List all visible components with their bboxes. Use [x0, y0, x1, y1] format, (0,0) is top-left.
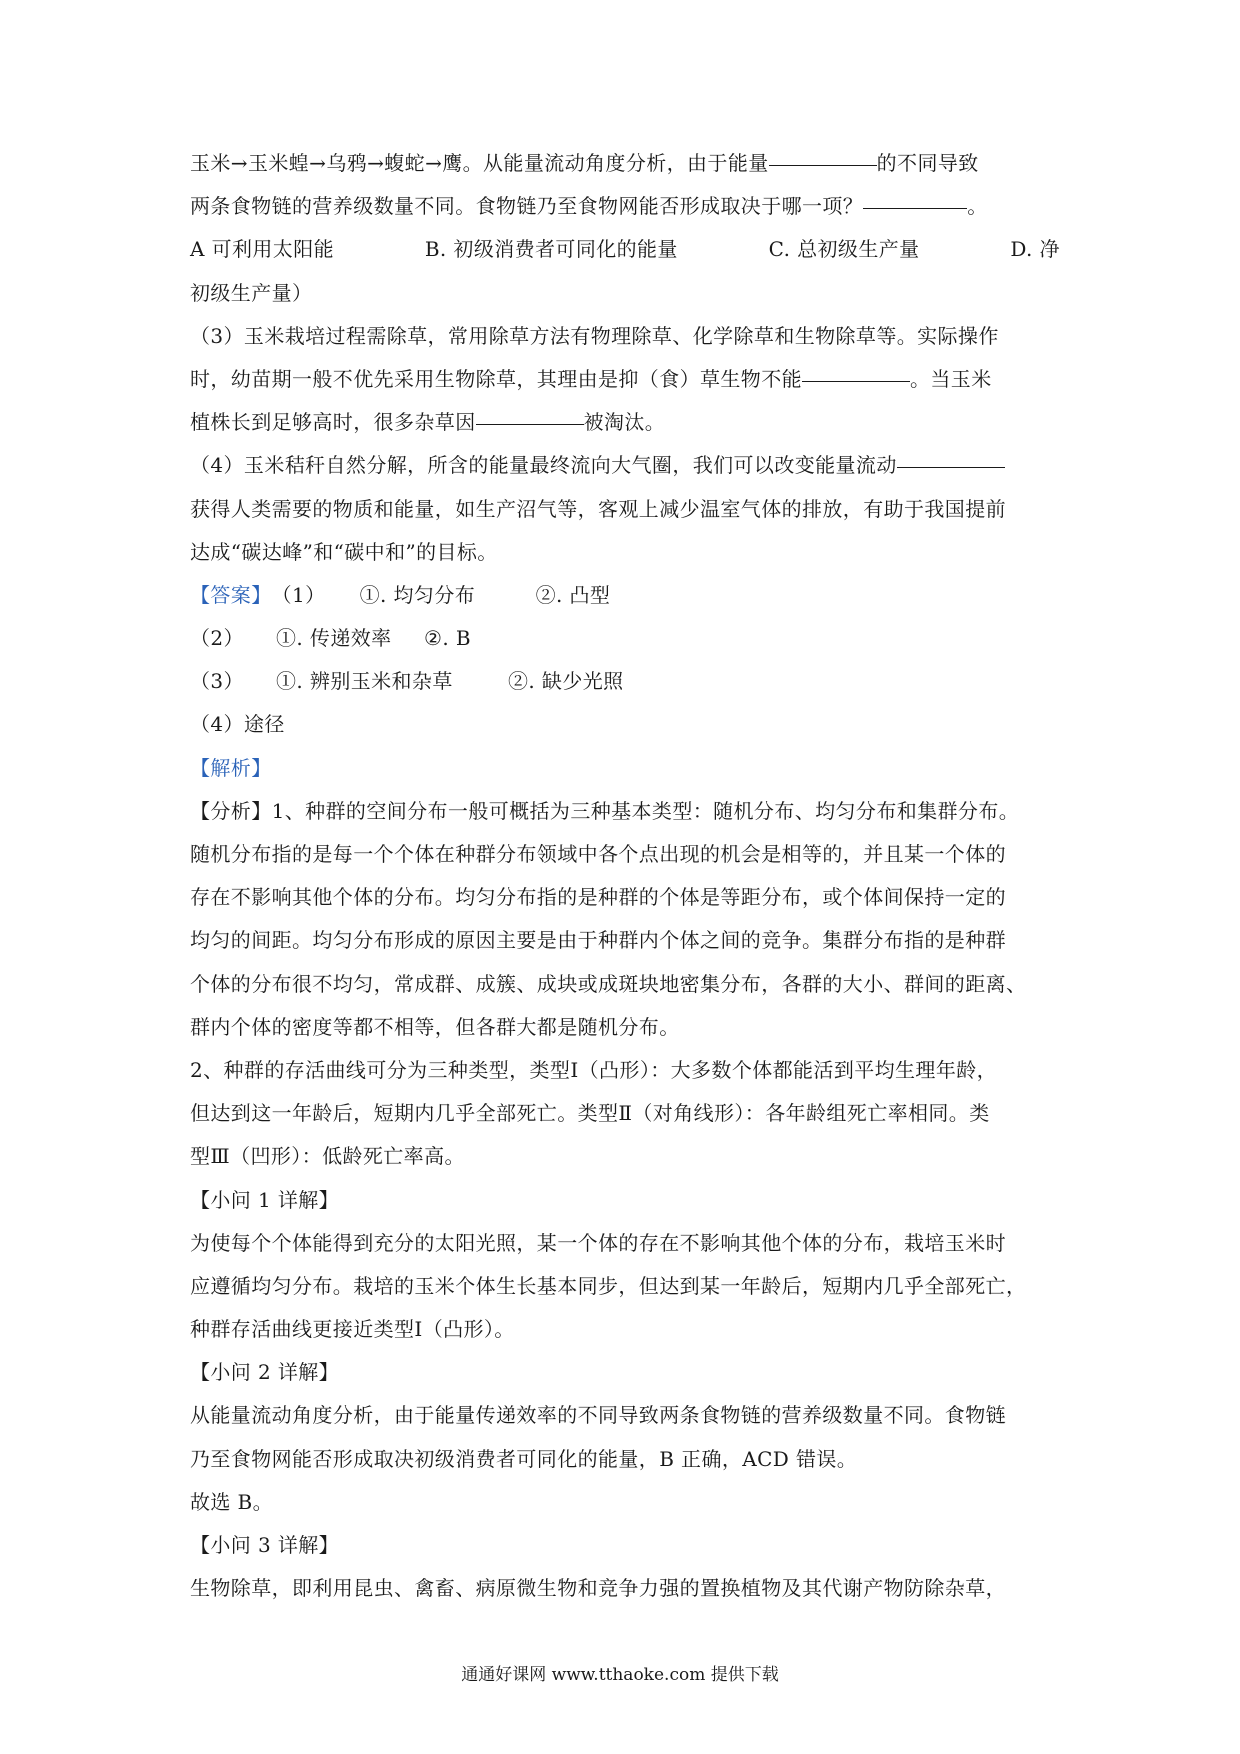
analysis-line: 均匀的间距。均匀分布形成的原因主要是由于种群内个体之间的竞争。集群分布指的是种群 — [190, 928, 1006, 953]
subquestion-heading: 【小问 3 详解】 — [190, 1533, 340, 1557]
answer-item: ②. 缺少光照 — [508, 669, 624, 694]
option-c: C. 总初级生产量 — [768, 237, 920, 262]
subquestion-heading: 【小问 1 详解】 — [190, 1187, 340, 1212]
text: 植株长到足够高时，很多杂草因 — [190, 410, 476, 435]
analysis-line: 生物除草，即利用昆虫、禽畜、病原微生物和竞争力强的置换植物及其代谢产物防除杂草， — [190, 1576, 1006, 1601]
analysis-line: 故选 B。 — [190, 1489, 274, 1514]
question-line — [190, 142, 1060, 185]
question-4-line: 获得人类需要的物质和能量，如生产沼气等，客观上减少温室气体的排放，有助于我国提前 — [190, 496, 1006, 521]
answer-line — [190, 617, 1060, 660]
question-3-line — [190, 358, 1060, 401]
question-line: 初级生产量） — [190, 280, 313, 305]
answer-blank — [769, 143, 877, 166]
text: 。当玉米 — [910, 366, 992, 391]
answer-blank — [897, 445, 1005, 468]
option-b: B. 初级消费者可同化的能量 — [424, 237, 678, 262]
answer-item: ①. 辨别玉米和杂草 — [276, 669, 453, 694]
analysis-tag: 【解析】 — [190, 755, 272, 780]
analysis-line: 个体的分布很不均匀，常成群、成簇、成块或成斑块地密集分布，各群的大小、群间的距离、 — [190, 971, 1027, 996]
answer-blank — [802, 359, 910, 382]
document-body — [190, 142, 1060, 1610]
text: 。 — [967, 194, 988, 219]
answer-tag: 【答案】 — [190, 582, 272, 607]
answer-line — [190, 660, 1060, 703]
question-3-line: （3）玉米栽培过程需除草，常用除草方法有物理除草、化学除草和生物除草等。实际操作 — [190, 323, 999, 348]
page-footer: 通通好课网 www.tthaoke.com 提供下载 — [461, 1665, 779, 1685]
answer-item: ②. 凸型 — [535, 582, 611, 607]
analysis-line: 随机分布指的是每一个个体在种群分布领域中各个点出现的机会是相等的，并且某一个体的 — [190, 842, 1006, 866]
answer-item: ①. 均匀分布 — [359, 582, 476, 607]
text: 玉米→玉米蝗→乌鸦→蝮蛇→鹰。从能量流动角度分析，由于能量 — [190, 151, 769, 175]
analysis-line: 乃至食物网能否形成取决初级消费者可同化的能量，B 正确，ACD 错误。 — [190, 1446, 858, 1471]
question-4-line — [190, 444, 1060, 487]
option-d: D. 净 — [1010, 237, 1060, 262]
answer-line — [190, 574, 1060, 617]
text: 被淘汰。 — [583, 410, 666, 435]
subquestion-heading: 【小问 2 详解】 — [190, 1360, 340, 1385]
text: 的不同导致 — [876, 151, 979, 175]
answer-line: （4）途径 — [190, 712, 285, 737]
analysis-line: 从能量流动角度分析，由于能量传递效率的不同导致两条食物链的营养级数量不同。食物链 — [190, 1403, 1006, 1428]
analysis-line: 应遵循均匀分布。栽培的玉米个体生长基本同步，但达到某一年龄后，短期内几乎全部死亡， — [190, 1273, 1027, 1298]
question-4-line: 达成“碳达峰”和“碳中和”的目标。 — [190, 539, 498, 564]
answer-blank — [863, 186, 967, 209]
text: （4）玉米秸秆自然分解，所含的能量最终流向大气圈，我们可以改变能量流动 — [190, 453, 897, 478]
analysis-line: 群内个体的密度等都不相等，但各群大都是随机分布。 — [190, 1014, 680, 1039]
question-3-line — [190, 401, 1060, 444]
text: 两条食物链的营养级数量不同。食物链乃至食物网能否形成取决于哪一项？ — [190, 194, 864, 219]
analysis-line: 存在不影响其他个体的分布。均匀分布指的是种群的个体是等距分布，或个体间保持一定的 — [190, 885, 1006, 910]
analysis-line: 但达到这一年龄后，短期内几乎全部死亡。类型Ⅱ（对角线形）：各年龄组死亡率相同。类 — [190, 1101, 990, 1126]
answer-number: （1） — [271, 582, 326, 607]
answer-blank — [476, 402, 584, 425]
analysis-line: 2、种群的存活曲线可分为三种类型，类型Ⅰ（凸形）：大多数个体都能活到平均生理年龄， — [190, 1057, 998, 1082]
analysis-line: 种群存活曲线更接近类型Ⅰ（凸形）。 — [190, 1317, 515, 1342]
analysis-line: 【分析】1、种群的空间分布一般可概括为三种基本类型：随机分布、均匀分布和集群分布。 — [190, 798, 1020, 823]
text: 时，幼苗期一般不优先采用生物除草，其理由是抑（食）草生物不能 — [190, 366, 802, 391]
option-a: A 可利用太阳能 — [190, 237, 335, 262]
answer-number: （2） — [190, 626, 244, 651]
analysis-line: 为使每个个体能得到充分的太阳光照，某一个体的存在不影响其他个体的分布，栽培玉米时 — [190, 1230, 1006, 1255]
answer-item: ①. 传递效率 — [276, 626, 392, 651]
answer-number: （3） — [190, 669, 244, 694]
analysis-line: 型Ⅲ（凹形）：低龄死亡率高。 — [190, 1144, 465, 1169]
question-line — [190, 185, 1060, 228]
answer-item: ②. B — [424, 626, 471, 651]
options-line — [190, 228, 1060, 271]
